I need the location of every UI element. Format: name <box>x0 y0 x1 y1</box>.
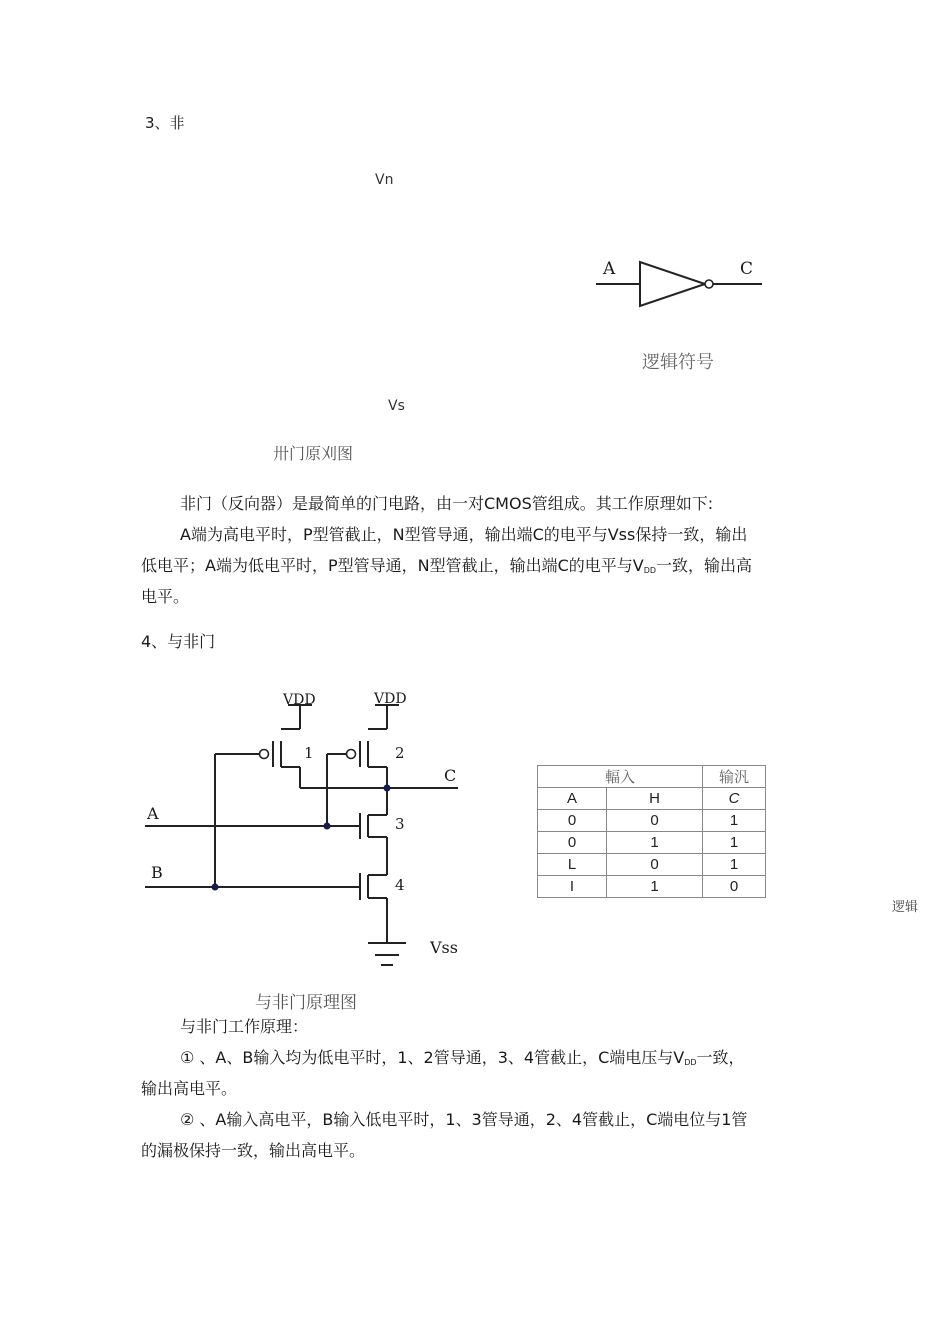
not-gate-para-line1: A端为高电平时，P型管截止，N型管导通，输出端C的电平与Vss保持一致，输出 <box>180 525 748 544</box>
not-gate-para-line2: 低电平；A端为低电平时，P型管导通，N型管截止，输出端C的电平与VDD一致，输出高 <box>141 556 753 575</box>
input-b-label: B <box>151 863 163 882</box>
table-cell: 1 <box>607 832 703 854</box>
nand-circuit-caption: 与非门原理图 <box>255 993 357 1013</box>
transistor-1-label: 1 <box>304 744 314 762</box>
vdd-label-2: VDD <box>374 691 407 707</box>
nand-circuit-diagram <box>140 685 480 975</box>
table-row <box>538 832 766 854</box>
output-c-label: C <box>444 766 457 785</box>
nand-principle-title: 与非门工作原理： <box>180 1017 309 1036</box>
table-row <box>538 810 766 832</box>
table-cell: 0 <box>607 810 703 832</box>
nand-item1-line1: ① 、A、B输入均为低电平时，1、2管导通，3、4管截止，C端电压与VDD一致， <box>180 1048 745 1067</box>
table-row <box>538 876 766 898</box>
table-cell: 1 <box>703 810 766 832</box>
truth-table-output-header: 输汎 <box>703 766 766 788</box>
table-cell: 1 <box>703 854 766 876</box>
input-a-label: A <box>147 804 159 823</box>
transistor-4-label: 4 <box>395 876 405 894</box>
symbol-output-c: C <box>740 259 754 279</box>
vss-label-nand: Vss <box>430 938 458 957</box>
section3-heading: 3、非 <box>145 114 185 132</box>
transistor-3-label: 3 <box>395 815 405 833</box>
table-cell: I <box>538 876 607 898</box>
truth-table-col-a: A <box>538 788 607 810</box>
vdd-label-1: VDD <box>283 692 316 708</box>
logic-symbol-caption: 逻辑符号 <box>642 352 714 373</box>
table-cell: 0 <box>538 810 607 832</box>
symbol-input-a: A <box>603 259 616 279</box>
table-cell: L <box>538 854 607 876</box>
not-gate-principle-caption: 卅门原刈图 <box>273 444 354 463</box>
vss-label: Vs <box>388 398 405 410</box>
vdd-label: Vn <box>375 172 394 188</box>
truth-table-input-header: 輻入 <box>538 766 703 788</box>
table-cell: 0 <box>538 832 607 854</box>
not-gate-intro: 非门（反向器）是最简单的门电路，由一对CMOS管组成。其工作原理如下: <box>180 494 714 513</box>
truth-table-col-b: H <box>607 788 703 810</box>
table-cell: 0 <box>607 854 703 876</box>
side-logic-label: 逻辑 <box>892 900 919 915</box>
table-row <box>538 854 766 876</box>
truth-table-col-c: C <box>703 788 766 810</box>
table-cell: 1 <box>703 832 766 854</box>
table-cell: 0 <box>703 876 766 898</box>
not-gate-para-line3: 电平。 <box>141 587 190 606</box>
nand-item2-line2: 的漏极保持一致，输出高电平。 <box>141 1141 366 1160</box>
nand-truth-table <box>537 765 766 898</box>
table-cell: 1 <box>607 876 703 898</box>
section4-heading: 4、与非门 <box>141 632 216 651</box>
nand-item2-line1: ② 、A输入高电平，B输入低电平时，1、3管导通，2、4管截止，C端电位与1管 <box>180 1110 748 1129</box>
transistor-2-label: 2 <box>395 744 405 762</box>
nand-item1-line2: 输出高电平。 <box>141 1079 238 1098</box>
